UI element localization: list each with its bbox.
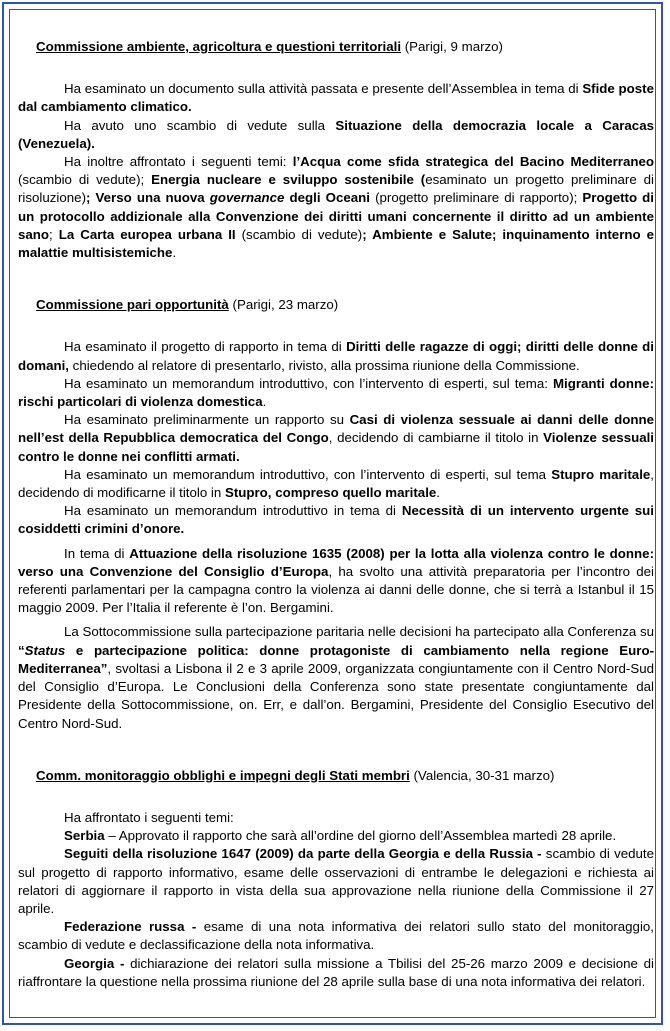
text-run: Necessità di un intervento urgente sui cosiddetti crimini d’onore. [18,503,654,537]
paragraph [18,545,654,618]
text-run: “ [18,642,25,658]
text-run: Ha esaminato un memorandum introduttivo in tema di [64,503,402,519]
text-run: ; [49,226,59,242]
text-run: chiedendo al relatore di presentarlo, rivisto, alla prossima riunione della Commissione. [68,357,580,373]
text-run: dichiarazione dei relatori sulla missione a Tbilisi del 25-26 marzo 2009 e decisione di riaffrontare la questione nella prossima riunione del 28 aprile sulla base di una nota informativa dei relatori. [18,955,654,989]
section-meta: (Valencia, 30-31 marzo) [409,767,555,783]
section-title: Commissione pari opportunità [36,297,229,313]
text-run: Violenze sessuali contro le donne nei conflitti armati. [18,430,654,464]
text-run: ; Ambiente e Salute; inquinamento interno e malattie multisistemiche [18,226,654,261]
text-run: Migranti donne: rischi particolari di violenza domestica [18,375,654,410]
paragraph [18,80,654,116]
text-run: La Sottocommissione sulla partecipazione paritaria nelle decisioni ha partecipato alla Conferenza su [64,624,654,640]
section-ambiente [18,38,654,262]
text-run: Stupro, compreso quello maritale [224,485,437,501]
text-run: Georgia - [64,955,125,971]
text-run: Sfide poste dal cambiamento climatico. [18,81,654,115]
paragraph [18,338,654,374]
section-meta: (Parigi, 9 marzo) [401,39,503,54]
text-run: Ha esaminato un memorandum introduttivo, con l’intervento di esperti, sul tema [64,466,552,482]
text-run: Stupro maritale [551,466,651,482]
text-run: Federazione russa - [64,919,197,935]
text-run: Attuazione della risoluzione 1635 (2008) per la lotta alla violenza contro le donne: verso una Convenzione del Consiglio d’Europa [18,545,654,579]
paragraph [18,502,654,538]
text-run: e partecipazione politica: donne protagoniste di cambiamento nella regione Euro-Mediterranea” [18,642,654,676]
document-body [18,38,654,991]
text-run: governance [209,190,285,206]
text-run: La Carta europea urbana II [58,226,236,242]
text-run: (scambio di vedute) [235,226,363,242]
text-run: Seguiti della risoluzione 1647 (2009) da parte della Georgia e della Russia - [64,846,542,862]
paragraph [18,117,654,153]
paragraph [18,466,654,502]
text-run: In tema di [64,545,130,561]
text-run: Ha esaminato il progetto di rapporto in tema di [64,339,347,355]
text-run: scambio di vedute sul progetto di rapporto informativo, esame delle osservazioni di entrambe le delegazioni e richiesta ai relatori di aggiornare il rapporto in vista della sua approvazione nella riunione della Commissione il 27 aprile. [18,846,654,916]
paragraph [18,845,654,918]
text-run: (scambio di vedute); [18,172,152,188]
text-run: Casi di violenza sessuale ai danni delle donne nell’est della Repubblica democratica del Congo [18,412,654,446]
paragraph [18,809,654,827]
section-pari-opportunita [18,296,654,732]
section-heading [36,767,654,785]
text-run: Ha inoltre affrontato i seguenti temi: [64,154,293,170]
text-run: esaminato un progetto preliminare di risoluzione) [18,172,655,206]
section-monitoraggio [18,767,654,991]
text-run: esame di una nota informativa dei relatori sullo stato del monitoraggio, scambio di vedute e declassificazione della nota informativa. [18,919,654,953]
text-run: Progetto di un protocollo addizionale alla Convenzione dei diritti umani concernente il diritto ad un ambiente sano [18,190,654,242]
text-run: ; Verso una nuova [86,190,210,206]
text-run: Ha esaminato un documento sulla attività passata e presente dell’Assemblea in tema di [64,81,583,97]
text-run: Status [24,642,66,658]
text-run: , ha svolto una attività preparatoria per l’incontro dei referenti parlamentari per la campagna contro la violenza ai danni delle donne, che si terrà a Istanbul il 15 maggio 2009. Per l’Italia il referente è l’on. Bergamini. [18,563,654,616]
text-run: Serbia [64,828,105,844]
section-meta: (Parigi, 23 marzo) [228,297,339,313]
section-heading [36,38,654,56]
paragraph [18,411,654,466]
text-run: , svoltasi a Lisbona il 2 e 3 aprile 2009, organizzata congiuntamente con il Centro Nord-Sud del Consiglio d’Europa. Le Conclusioni della Conferenza sono state presentate congiuntamente dal Presidente della Sottocommissione, on. Err, e dall’on. Bergamini, Presidente del Consiglio Esecutivo del Centro Nord-Sud. [18,660,654,731]
paragraph [18,827,654,845]
paragraph [18,153,654,262]
text-run: Diritti delle ragazze di oggi; diritti delle donne di domani, [18,339,654,373]
paragraph [18,918,654,954]
text-run: Ha esaminato un memorandum introduttivo, con l’intervento di esperti, sul tema: [64,375,553,391]
text-run: . [172,245,177,261]
text-run: – Approvato il rapporto che sarà all’ordine del giorno dell’Assemblea martedì 28 aprile. [104,828,617,844]
text-run: , decidendo di cambiarne il titolo in [328,430,544,446]
paragraph [18,623,654,732]
paragraph [18,375,654,411]
text-run: (progetto preliminare di rapporto); [369,190,583,206]
text-run: . [436,485,440,501]
text-run: , decidendo di modificarne il titolo in [18,466,654,501]
text-run: Energia nucleare e sviluppo sostenibile ( [151,172,426,188]
section-title: Commissione ambiente, agricoltura e questioni territoriali [36,39,402,54]
section-title: Comm. monitoraggio obblighi e impegni degli Stati membri [36,767,410,783]
text-run: Ha esaminato preliminarmente un rapporto su [64,412,350,428]
text-run: . [262,394,267,410]
text-run: degli Oceani [284,190,370,206]
text-run: l’Acqua come sfida strategica del Bacino Mediterraneo [292,154,654,170]
section-heading [36,296,654,314]
text-run: Ha affrontato i seguenti temi: [64,809,234,825]
paragraph [18,955,654,991]
text-run: Situazione della democrazia locale a Caracas (Venezuela). [18,117,654,151]
text-run: Ha avuto uno scambio di vedute sulla [64,117,336,133]
